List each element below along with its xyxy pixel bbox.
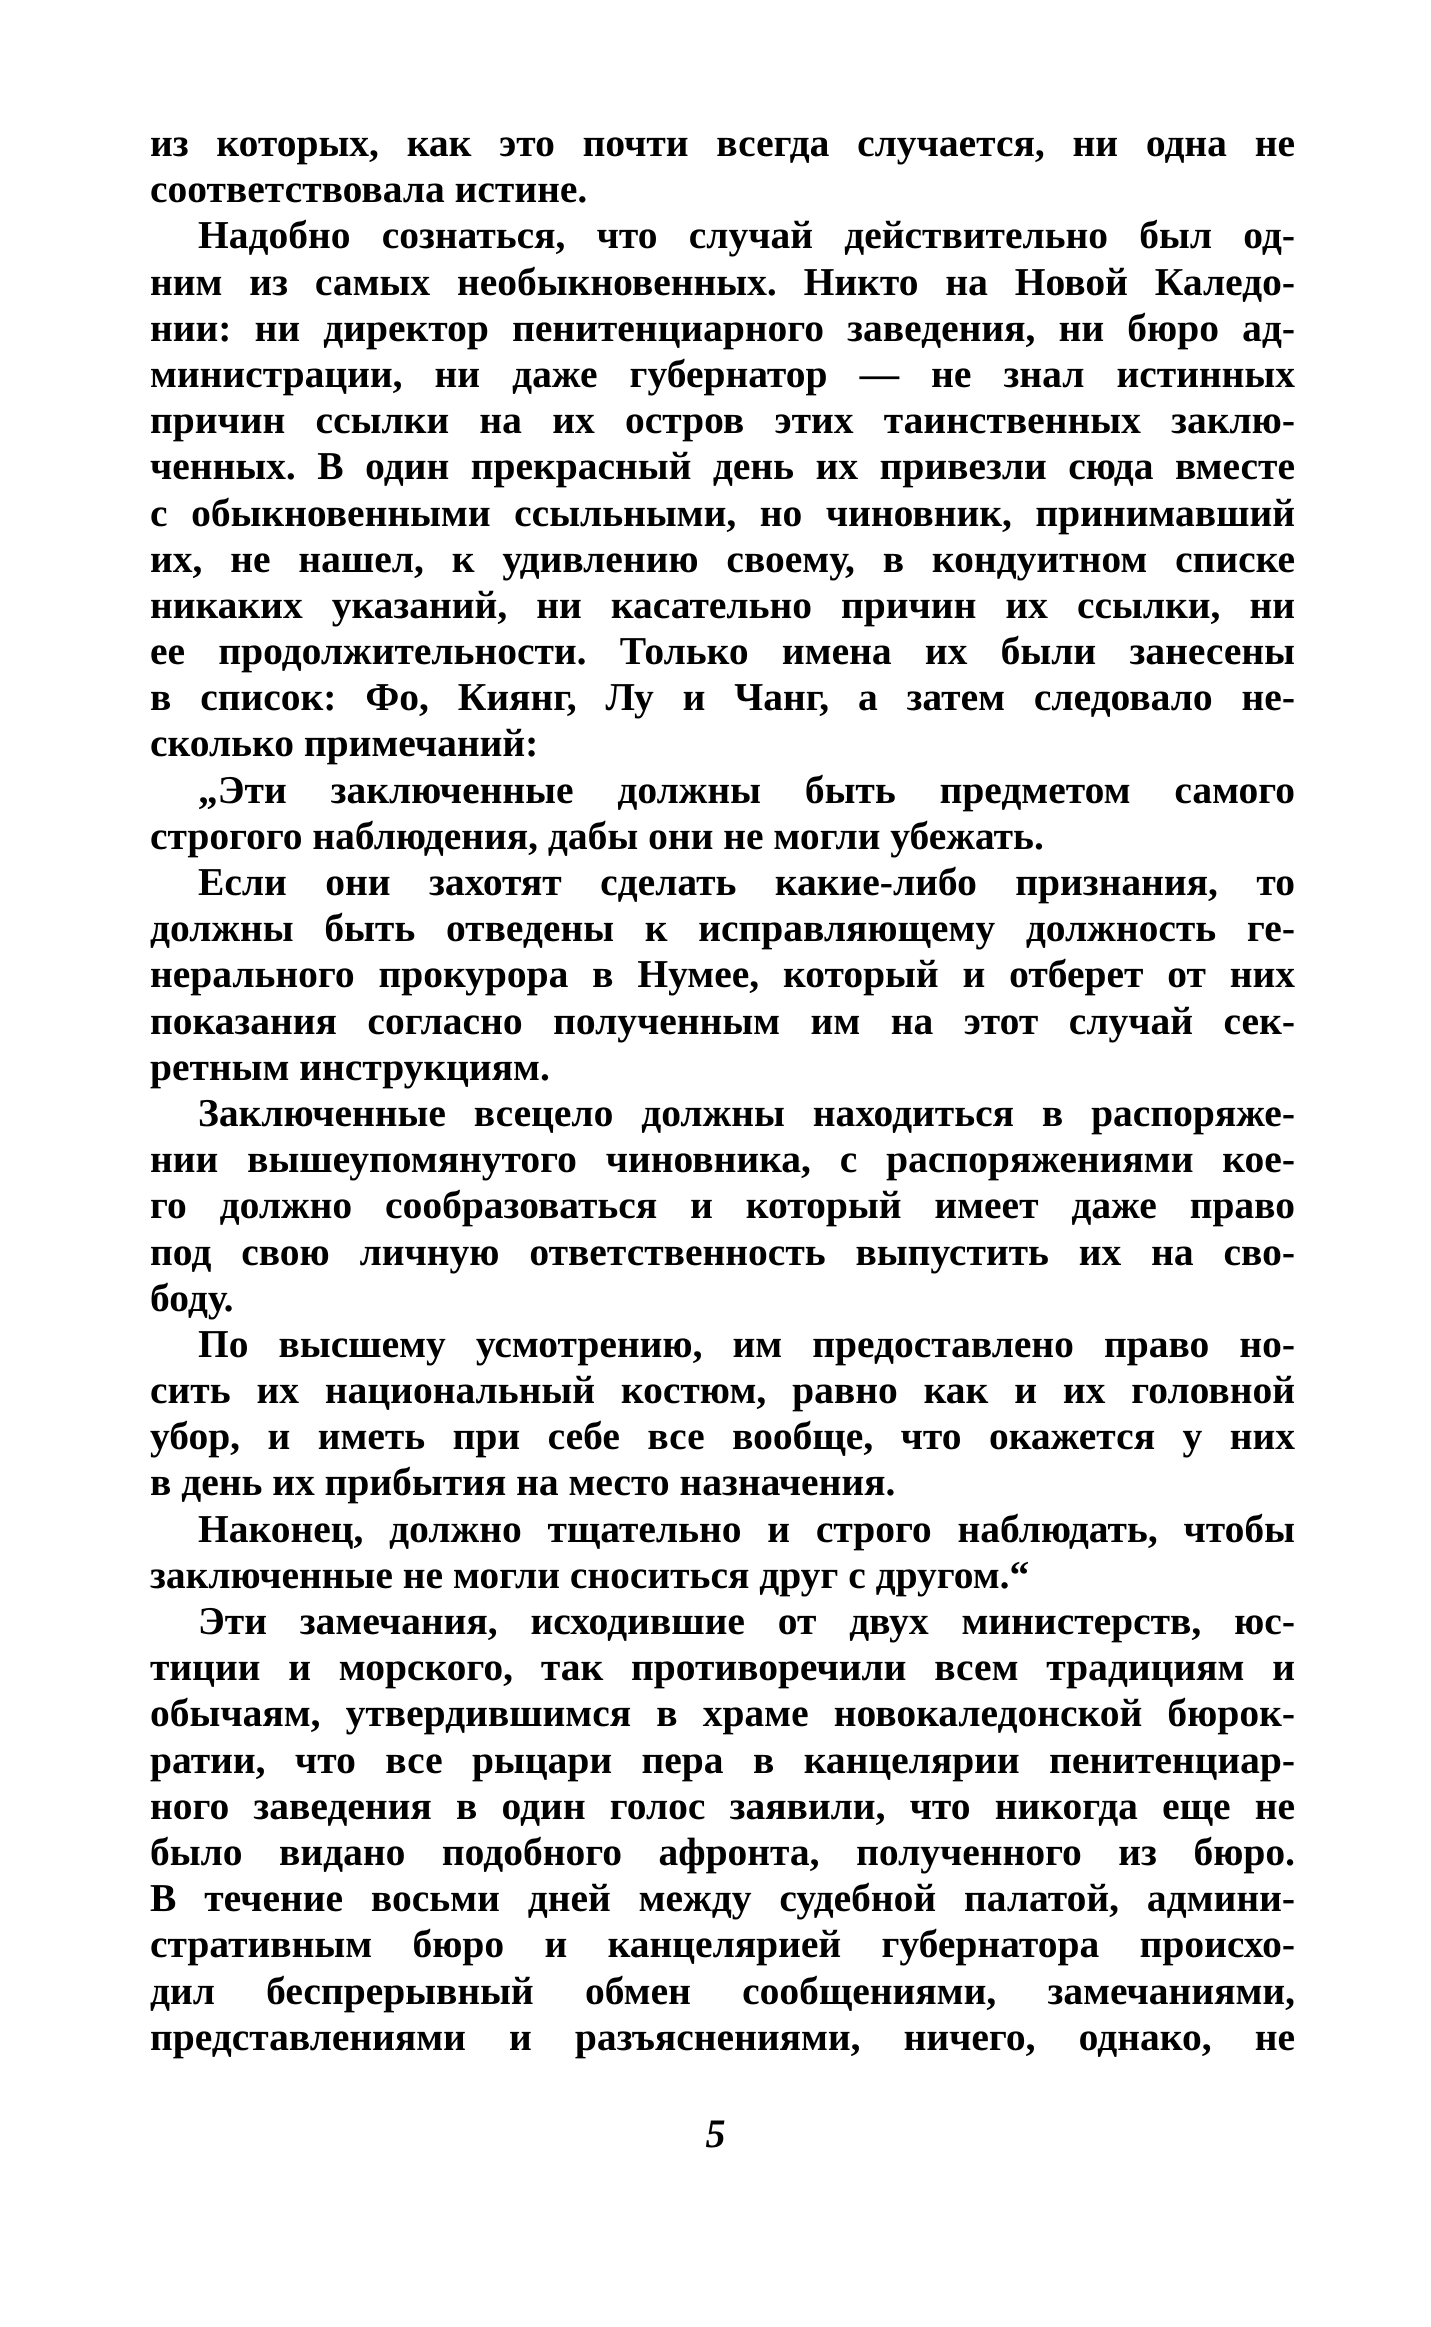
text-line: тиции и морского, так противоречили всем традициям и xyxy=(150,1645,1295,1690)
text-line: сить их национальный костюм, равно как и их головной xyxy=(150,1368,1295,1413)
text-line: Надобно сознаться, что случай действительно был од- xyxy=(198,213,1295,258)
text-line: в список: Фо, Киянг, Лу и Чанг, а затем следовало не- xyxy=(150,675,1295,720)
text-line: заключенные не могли сноситься друг с другом.“ xyxy=(150,1552,1030,1597)
text-line: нии вышеупомянутого чиновника, с распоряжениями кое- xyxy=(150,1137,1295,1182)
text-line: показания согласно полученным им на этот случай сек- xyxy=(150,998,1295,1043)
text-line: с обыкновенными ссыльными, но чиновник, принимавший xyxy=(150,490,1295,535)
body-text xyxy=(150,120,1295,2060)
text-line: из которых, как это почти всегда случается, ни одна не xyxy=(150,121,1295,165)
text-line: Если они захотят сделать какие-либо признания, то xyxy=(198,860,1295,904)
text-line: Заключенные всецело должны находиться в распоряже- xyxy=(198,1090,1295,1135)
text-line: нии: ни директор пенитенциарного заведения, ни бюро ад- xyxy=(150,305,1295,350)
text-line: строгого наблюдения, дабы они не могли убежать. xyxy=(150,813,1044,858)
text-line: сколько примечаний: xyxy=(150,721,539,766)
text-line: „Эти заключенные должны быть предметом самого xyxy=(198,767,1295,812)
text-line: ного заведения в один голос заявили, что никогда еще не xyxy=(150,1783,1295,1828)
text-line: соответствовала истине. xyxy=(150,167,588,212)
text-line: представлениями и разъяснениями, ничего, однако, не xyxy=(150,2014,1295,2059)
text-line: убор, и иметь при себе все вообще, что окажется у них xyxy=(150,1414,1295,1459)
text-line: го должно сообразоваться и который имеет даже право xyxy=(150,1183,1295,1228)
text-line: их, не нашел, к удивлению своему, в кондуитном списке xyxy=(150,536,1295,581)
text-line: причин ссылки на их остров этих таинственных заклю- xyxy=(150,398,1295,443)
text-line: в день их прибытия на место назначения. xyxy=(150,1460,896,1505)
text-line: обычаям, утвердившимся в храме новокаледонской бюрок- xyxy=(150,1691,1295,1736)
text-line: ратии, что все рыцари пера в канцелярии пенитенциар- xyxy=(150,1737,1295,1782)
text-line: стративным бюро и канцелярией губернатора происхо- xyxy=(150,1922,1295,1967)
text-line: По высшему усмотрению, им предоставлено право но- xyxy=(198,1321,1295,1366)
text-line: ним из самых необыкновенных. Никто на Новой Каледо- xyxy=(150,259,1295,304)
text-line: ретным инструкциям. xyxy=(150,1044,550,1089)
text-line: ее продолжительности. Только имена их были занесены xyxy=(150,629,1295,674)
page-number: 5 xyxy=(705,2111,726,2156)
text-line: боду. xyxy=(150,1275,234,1320)
text-line: ченных. В один прекрасный день их привезли сюда вместе xyxy=(150,444,1295,489)
text-line: было видано подобного афронта, полученного из бюро. xyxy=(150,1829,1295,1874)
text-line: министрации, ни даже губернатор — не знал истинных xyxy=(150,351,1295,396)
text-line: нерального прокурора в Нумее, который и отберет от них xyxy=(150,952,1295,997)
text-line: под свою личную ответственность выпустить их на сво- xyxy=(150,1229,1295,1274)
text-line: должны быть отведены к исправляющему должность ге- xyxy=(150,906,1295,951)
text-line: Наконец, должно тщательно и строго наблюдать, чтобы xyxy=(198,1506,1295,1551)
text-line: Эти замечания, исходившие от двух министерств, юс- xyxy=(198,1599,1295,1643)
text-line: никаких указаний, ни касательно причин их ссылки, ни xyxy=(150,582,1295,627)
text-line: В течение восьми дней между судебной палатой, админи- xyxy=(150,1876,1295,1921)
text-line: дил беспрерывный обмен сообщениями, замечаниями, xyxy=(150,1968,1295,2013)
